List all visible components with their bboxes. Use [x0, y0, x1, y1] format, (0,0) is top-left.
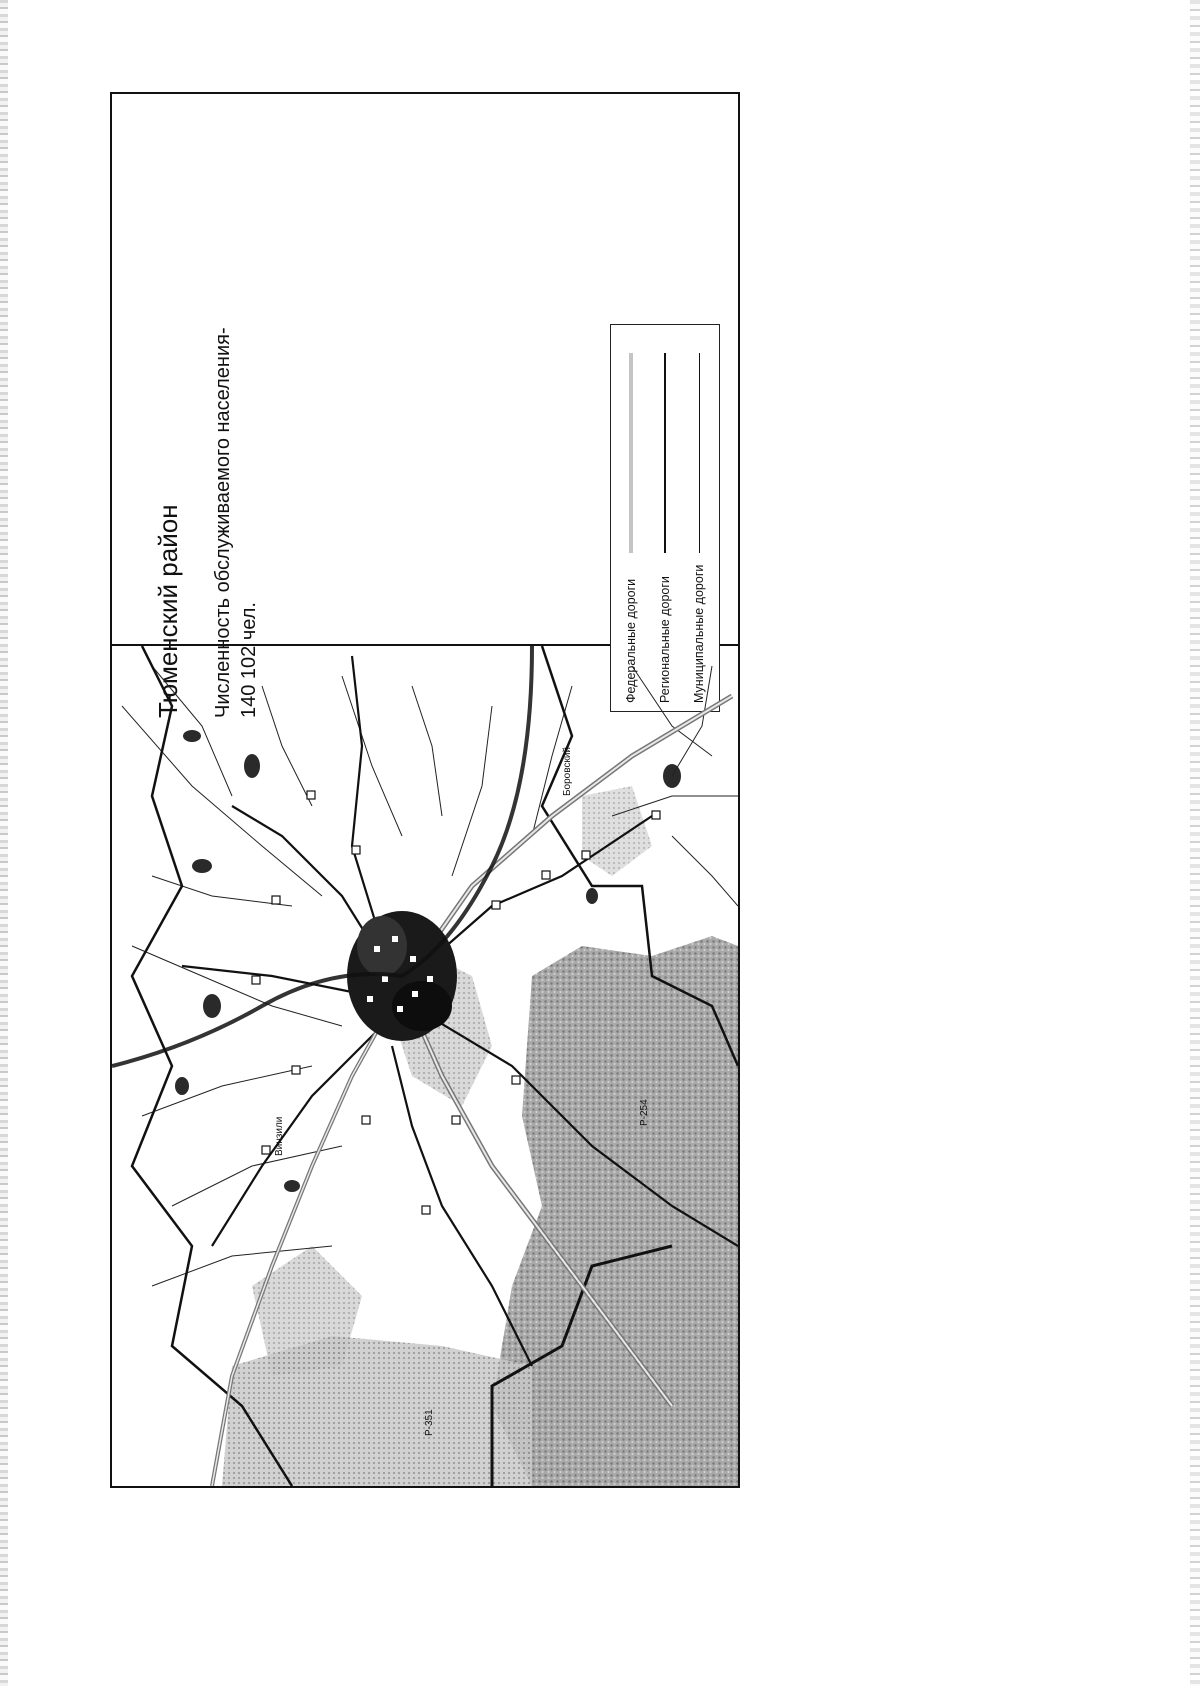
- lake: [192, 859, 212, 873]
- settlement-marker: [582, 851, 590, 859]
- lake: [284, 1180, 300, 1192]
- settlement-marker: [352, 846, 360, 854]
- legend-label-municipal: Муниципальные дороги: [692, 564, 706, 703]
- lake: [203, 994, 221, 1018]
- lake: [244, 754, 260, 778]
- road-label-r254: Р-254: [639, 1099, 650, 1126]
- lake: [175, 1077, 189, 1095]
- header-inner: [150, 92, 706, 722]
- population-text: Численность обслуживаемого населения- 140 102 чел.: [212, 327, 260, 718]
- lake: [586, 888, 598, 904]
- legend-swatch-federal: [629, 353, 633, 553]
- forest-area-northeast: [582, 786, 652, 876]
- map-svg: [112, 646, 738, 1486]
- settlement-marker: [512, 1076, 520, 1084]
- settlement-marker: [292, 1066, 300, 1074]
- legend-label-regional: Региональные дороги: [658, 576, 672, 703]
- district-title: Тюменский район: [153, 504, 183, 718]
- lake: [183, 730, 201, 742]
- legend-swatch-municipal: [699, 353, 700, 553]
- header-panel: [150, 92, 706, 722]
- scan-edge-left: [0, 0, 8, 1686]
- settlement-marker: [492, 901, 500, 909]
- road-label-r351: Р-351: [424, 1409, 435, 1436]
- settlement-marker: [307, 791, 315, 799]
- settlement-marker: [272, 896, 280, 904]
- settlement-marker: [362, 1116, 370, 1124]
- settlement-marker: [652, 811, 660, 819]
- settlement-label-borovsky: Боровский: [562, 747, 573, 796]
- settlement-marker: [252, 976, 260, 984]
- district-map: [112, 646, 738, 1486]
- legend-swatch-regional: [664, 353, 666, 553]
- scan-edge-right: [1190, 0, 1200, 1686]
- settlement-marker: [262, 1146, 270, 1154]
- settlement-marker: [452, 1116, 460, 1124]
- settlement-marker: [542, 871, 550, 879]
- settlement-label-vinzili: Винзили: [274, 1116, 285, 1156]
- legend-label-federal: Федеральные дороги: [624, 578, 638, 703]
- settlement-marker: [422, 1206, 430, 1214]
